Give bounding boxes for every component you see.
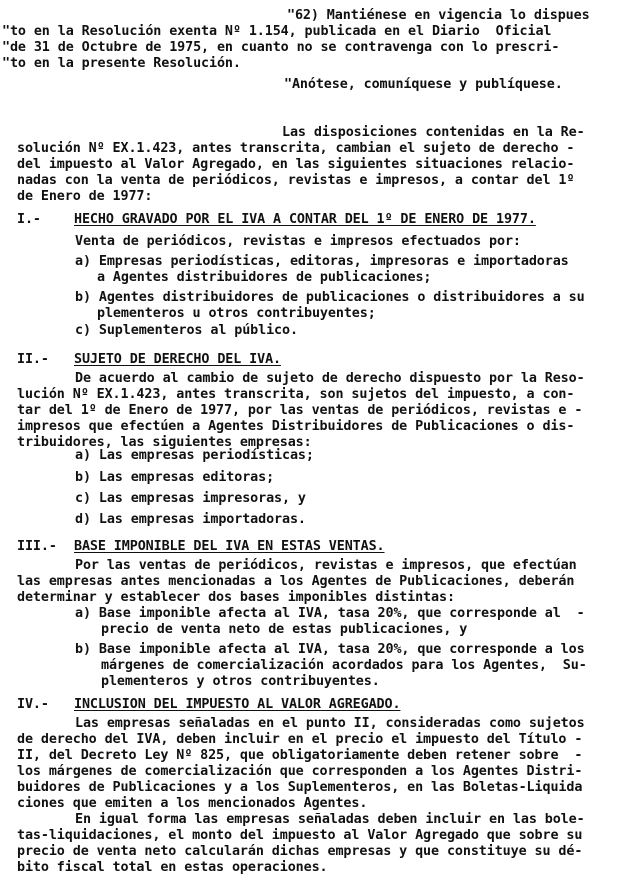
text-line: buidores de Publicaciones y a los Suplementeros, en las Boletas-Liquida <box>17 780 583 795</box>
text-line: I.- <box>17 212 41 227</box>
text-line: del impuesto al Valor Agregado, en las siguientes situaciones relacio- <box>17 157 575 172</box>
text-line: IV.- <box>17 697 49 712</box>
text-line: b) Base imponible afecta al IVA, tasa 20%, que corresponde a los <box>75 642 585 657</box>
text-line: Venta de periódicos, revistas e impresos efectuados por: <box>75 234 521 249</box>
text-line: márgenes de comercialización acordados para los Agentes, Su- <box>101 658 587 673</box>
text-line: "62) Mantiénese en vigencia lo dispues <box>287 8 590 23</box>
text-line: Las disposiciones contenidas en la Re- <box>282 125 585 140</box>
text-line: solución Nº EX.1.423, antes transcrita, cambian el sujeto de derecho - <box>17 141 575 156</box>
text-line: a Agentes distribuidores de publicaciones; <box>97 270 432 285</box>
text-line: b) Las empresas editoras; <box>75 470 275 485</box>
text-line: tas-liquidaciones, el monto del impuesto al Valor Agregado que sobre su <box>17 828 583 843</box>
text-line: los márgenes de comercialización que corresponden a los Agentes Distri- <box>17 764 583 779</box>
text-line: "de 31 de Octubre de 1975, en cuanto no se contravenga con lo prescri- <box>2 40 560 55</box>
text-line: determinar y establecer dos bases imponibles distintas: <box>17 590 455 605</box>
text-line: tar del 1º de Enero de 1977, por las ventas de periódicos, revistas e - <box>17 403 583 418</box>
text-line: En igual forma las empresas señaladas deben incluir en las bole- <box>75 812 585 827</box>
text-line: II, del Decreto Ley Nº 825, que obligatoriamente deben retener sobre - <box>17 748 583 763</box>
section-heading: BASE IMPONIBLE DEL IVA EN ESTAS VENTAS. <box>74 539 385 554</box>
text-line: plementeros y otros contribuyentes. <box>101 674 380 689</box>
text-line: ciones que emiten a los mencionados Agentes. <box>17 796 368 811</box>
text-line: las empresas antes mencionadas a los Agentes de Publicaciones, deberán <box>17 574 575 589</box>
text-line: Por las ventas de periódicos, revistas e impresos, que efectúan <box>75 558 577 573</box>
text-line: c) Las empresas impresoras, y <box>75 491 306 506</box>
text-line: tribuidores, las siguientes empresas: <box>17 435 312 450</box>
text-line: b) Agentes distribuidores de publicaciones o distribuidores a su <box>75 290 585 305</box>
text-line: d) Las empresas importadoras. <box>75 512 306 527</box>
text-line: lución Nº EX.1.423, antes transcrita, son sujetos del impuesto, a con- <box>17 387 575 402</box>
text-line: c) Suplementeros al público. <box>75 323 298 338</box>
text-line: impresos que efectúen a Agentes Distribuidores de Publicaciones o dis- <box>17 419 575 434</box>
section-heading: SUJETO DE DERECHO DEL IVA. <box>74 352 282 367</box>
text-line: "Anótese, comuníquese y publíquese. <box>284 77 563 92</box>
text-line: de derecho del IVA, deben incluir en el precio el impuesto del Título - <box>17 732 583 747</box>
text-line: bito fiscal total en estas operaciones. <box>17 860 328 875</box>
text-line: precio de venta neto calcularán dichas empresas y que constituye su dé- <box>17 844 583 859</box>
text-line: "to en la Resolución exenta Nº 1.154, publicada en el Diario Oficial <box>2 24 552 39</box>
text-line: De acuerdo al cambio de sujeto de derecho dispuesto por la Reso- <box>75 371 585 386</box>
section-heading: HECHO GRAVADO POR EL IVA A CONTAR DEL 1º DE ENERO DE 1977. <box>74 212 536 227</box>
text-line: plementeros u otros contribuyentes; <box>97 306 376 321</box>
text-line: II.- <box>17 352 49 367</box>
text-line: a) Empresas periodísticas, editoras, impresoras e importadoras <box>75 254 569 269</box>
text-line: precio de venta neto de estas publicaciones, y <box>101 622 468 637</box>
text-line: III.- <box>17 539 57 554</box>
text-line: "to en la presente Resolución. <box>2 56 241 71</box>
text-line: a) Las empresas periodísticas; <box>75 448 314 463</box>
text-line: nadas con la venta de periódicos, revistas e impresos, a contar del 1º <box>17 173 575 188</box>
section-heading: INCLUSION DEL IMPUESTO AL VALOR AGREGADO. <box>74 697 401 712</box>
text-line: de Enero de 1977: <box>17 189 153 204</box>
text-line: Las empresas señaladas en el punto II, consideradas como sujetos <box>75 716 585 731</box>
text-line: a) Base imponible afecta al IVA, tasa 20%, que corresponde al - <box>75 606 585 621</box>
